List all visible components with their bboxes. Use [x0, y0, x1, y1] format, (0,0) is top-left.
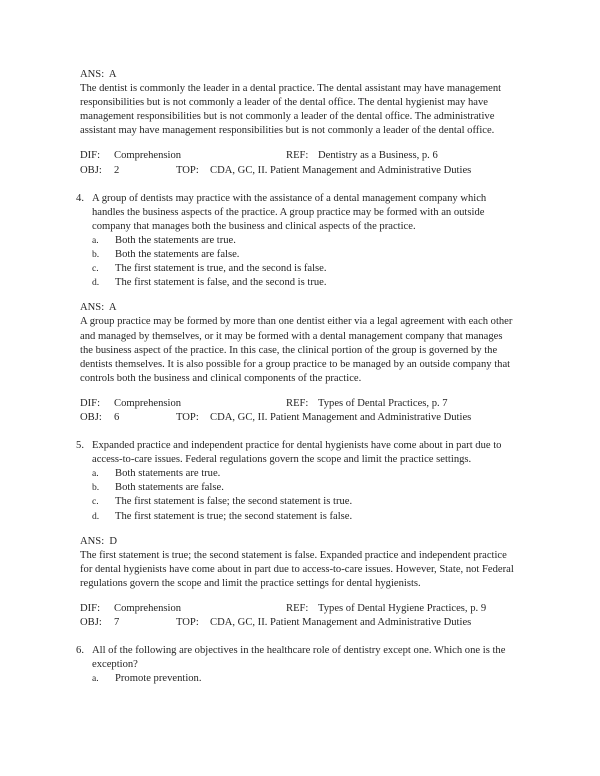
option-text: The first statement is true, and the second is false.: [115, 263, 327, 275]
question-number: 5.: [76, 440, 84, 452]
answer-label: ANS: A: [80, 69, 117, 80]
option-letter: d.: [92, 510, 100, 522]
option-item[interactable]: [92, 481, 518, 495]
metadata-row-obj-top: [80, 411, 518, 425]
option-item[interactable]: [92, 248, 518, 262]
question-number: 6.: [76, 645, 84, 657]
spacer: [66, 138, 518, 149]
metadata-row-dif-ref: [80, 397, 518, 411]
option-letter: c.: [92, 496, 99, 508]
spacer: [66, 425, 518, 439]
question-item: [66, 192, 518, 234]
obj-value: 6: [114, 411, 120, 423]
spacer: [66, 591, 518, 602]
spacer: [66, 290, 518, 301]
option-item[interactable]: [92, 234, 518, 248]
ref-value: Types of Dental Practices, p. 7: [318, 397, 448, 409]
option-item[interactable]: [92, 510, 518, 524]
top-key: TOP:: [176, 617, 199, 629]
metadata-row-dif-ref: [80, 149, 518, 163]
top-value: CDA, GC, II. Patient Management and Administrative Duties: [210, 164, 472, 176]
metadata-block: [80, 149, 518, 177]
ref-value: Types of Dental Hygiene Practices, p. 9: [318, 603, 487, 614]
ref-key: REF:: [286, 603, 309, 614]
option-letter: a.: [92, 673, 99, 685]
spacer: [66, 386, 518, 397]
spacer: [66, 178, 518, 192]
question-item: [66, 644, 518, 672]
option-item[interactable]: [92, 672, 518, 686]
option-item[interactable]: [92, 262, 518, 276]
option-item[interactable]: [92, 276, 518, 290]
dif-value: Comprehension: [114, 603, 182, 614]
ref-key: REF:: [286, 150, 309, 162]
options-list: [92, 467, 518, 523]
option-text: The first statement is false; the second statement is true.: [115, 496, 353, 508]
ref-value: Dentistry as a Business, p. 6: [318, 150, 438, 162]
spacer: [66, 524, 518, 535]
option-text: The first statement is true; the second statement is false.: [115, 510, 353, 522]
answer-explanation: The dentist is commonly the leader in a dental practice. The dental assistant may have management responsibilities but is not commonly a leader of the dental office. The dental hygienist may have management responsibilities but is not commonly a leader of the dental office. The administrative assistant may have management responsibilities but is not commonly a leader of the dental office.: [80, 83, 502, 137]
option-text: Both the statements are true.: [115, 234, 236, 246]
answer-explanation: A group practice may be formed by more than one dentist either via a legal agreement with each other and managed by themselves, or it may be formed with a dental management company that manages the business aspect of the practice. In this case, the clinical portion of the group is governed by the dentists themselves. It is also possible for a group practice to be managed by an outside company that controls both the business and clinical components of the practice.: [80, 316, 513, 384]
option-letter: b.: [92, 482, 100, 494]
obj-value: 7: [114, 617, 120, 629]
obj-key: OBJ:: [80, 164, 102, 176]
question-item: [66, 439, 518, 467]
dif-key: DIF:: [80, 150, 101, 162]
spacer: [66, 630, 518, 644]
answer-block: [80, 68, 518, 138]
metadata-block: [80, 397, 518, 425]
option-letter: a.: [92, 234, 99, 246]
obj-key: OBJ:: [80, 411, 102, 423]
metadata-block: [80, 602, 518, 630]
option-text: The first statement is false, and the second is true.: [115, 277, 327, 289]
metadata-row-obj-top: [80, 616, 518, 630]
answer-label: ANS: D: [80, 535, 118, 547]
option-text: Both the statements are false.: [115, 249, 240, 261]
dif-value: Comprehension: [114, 397, 182, 409]
answer-block: [80, 535, 518, 591]
option-item[interactable]: [92, 467, 518, 481]
question-stem: Expanded practice and independent practice for dental hygienists have come about in part due to access-to-care issues. Federal regulations govern the scope and limit the practice settings.: [92, 440, 502, 466]
dif-key: DIF:: [80, 397, 101, 409]
dif-key: DIF:: [80, 603, 101, 614]
question-stem: A group of dentists may practice with the assistance of a dental management company which handles the business aspects of the practice. A group practice may be formed with an outside company that manages both the business and clinical aspects of the practice.: [92, 192, 487, 232]
question-number: 4.: [76, 192, 84, 204]
option-letter: c.: [92, 263, 99, 275]
options-list: [92, 672, 518, 686]
ref-key: REF:: [286, 397, 309, 409]
dif-value: Comprehension: [114, 150, 182, 162]
question-stem: All of the following are objectives in the healthcare role of dentistry except one. Which one is the exception?: [92, 645, 506, 671]
option-letter: d.: [92, 277, 100, 289]
answer-block: [80, 301, 518, 386]
top-value: CDA, GC, II. Patient Management and Administrative Duties: [210, 411, 472, 423]
metadata-row-obj-top: [80, 164, 518, 178]
option-letter: a.: [92, 468, 99, 480]
options-list: [92, 234, 518, 290]
obj-key: OBJ:: [80, 617, 102, 629]
option-text: Promote prevention.: [115, 673, 202, 685]
answer-explanation: The first statement is true; the second statement is false. Expanded practice and independent practice for dental hygienists have come about in part due to access-to-care issues. However, State, not Federal regulations govern the scope and limit the practice settings for dental hygienists.: [80, 549, 514, 589]
option-text: Both statements are true.: [115, 468, 221, 480]
option-item[interactable]: [92, 495, 518, 509]
top-key: TOP:: [176, 164, 199, 176]
option-text: Both statements are false.: [115, 482, 224, 494]
page-content: [66, 68, 518, 686]
metadata-row-dif-ref: [80, 602, 518, 616]
option-letter: b.: [92, 249, 100, 261]
top-key: TOP:: [176, 411, 199, 423]
top-value: CDA, GC, II. Patient Management and Administrative Duties: [210, 617, 472, 629]
answer-label: ANS: A: [80, 302, 117, 314]
obj-value: 2: [114, 164, 120, 176]
